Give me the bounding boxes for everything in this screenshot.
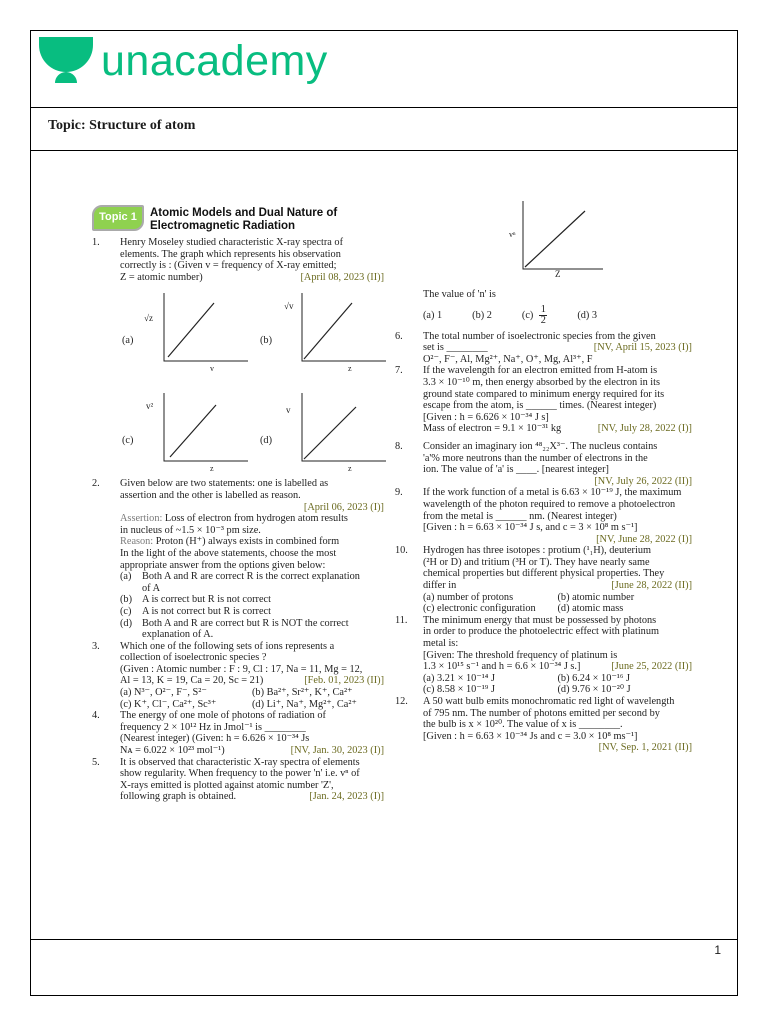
question-reference: [June 28, 2022 (II)] [611, 580, 692, 592]
question-reference: [NV, July 28, 2022 (I)] [597, 423, 692, 435]
question-reference: [NV, July 26, 2022 (II)] [594, 475, 692, 487]
q5-graph: vⁿ Z [395, 197, 692, 289]
topic-badge: Topic 1 [92, 205, 144, 231]
question-2: 2. Given below are two statements: one is labelled as assertion and the other is labelled as reason. [April 06, 2023 (I)] Assertion: Loss of electron from hydrogen atom results in nucleus of ~1.5 × 10⁻³ pm size. Reason: Proton (H⁺) always exists in combined form In the light of the above statements, choose the most appropriate answer from the options given below: (a) Both A and R are correct R is the correct explanation of A (b) A is correct but R is not correct (c) A is not correct but R is correct (d) Both A and R are correct but R is NOT the correct explanation of A. [92, 478, 384, 641]
question-4: 4. The energy of one mole of photons of radiation of frequency 2 × 10¹² Hz in Jmol⁻¹ is ________ (Nearest integer) (Given: h = 6.626 × 10⁻³⁴ Js Nᴀ = 6.022 × 10²³ mol⁻¹) [NV, Jan. 30, 2023 (I)] [92, 710, 384, 757]
graph-option-b: √v z [296, 291, 388, 369]
question-6: 6. The total number of isoelectronic species from the given set is ________ [NV, April 15, 2023 (I)] O²⁻, F⁻, Al, Mg²⁺, Na⁺, O⁺, Mg, Al³⁺, F [395, 330, 692, 365]
graph-option-c: v² z [158, 391, 250, 469]
question-5: 5. It is observed that characteristic X-ray spectra of elements show regularity. When frequency to the power 'n' i.e. vⁿ of X-rays emitted is plotted against atomic number 'Z', following graph is obtained. [Jan. 24, 2023 (I)] [92, 756, 384, 803]
brand-logo [37, 35, 328, 87]
question-sheet [92, 197, 692, 827]
question-reference: [April 08, 2023 (II)] [300, 271, 384, 283]
brand-name: unacademy [101, 37, 328, 85]
question-7: 7. If the wavelength for an electron emitted from H-atom is 3.3 × 10⁻¹⁰ m, then energy absorbed by the electron in its ground state compared to minimum energy required for its escape from the atom, is ______ times. (Nearest integer) [Given : h = 6.626 × 10⁻³⁴ J s] Mass of electron = 9.1 × 10⁻³¹ kg [NV, July 28, 2022 (I)] [395, 365, 692, 435]
question-reference: [June 25, 2022 (II)] [611, 661, 692, 673]
page-number: 1 [714, 943, 721, 957]
question-reference: [Feb. 01, 2023 (II)] [304, 675, 384, 687]
question-3: 3. Which one of the following sets of ions represents a collection of isoelectronic species ? (Given : Atomic number : F : 9, Cl : 17, Na = 11, Mg = 12, Al = 13, K = 19, Ca = 20, Sc = 21) [Feb. 01, 2023 (II)] (a) N³⁻, O²⁻, F⁻, S²⁻ (b) Ba²⁺, Sr²⁺, K⁺, Ca²⁺ (c) K⁺, Cl⁻, Ca²⁺, Sc³⁺ (d) Li⁺, Na⁺, Mg²⁺, Ca²⁺ [92, 640, 384, 710]
question-reference: [NV, Sep. 1, 2021 (II)] [598, 742, 692, 754]
question-reference: [NV, April 15, 2023 (I)] [593, 342, 692, 354]
section-header [92, 197, 384, 237]
graph-option-a: √z v [158, 291, 250, 369]
q1-graph-options [92, 283, 384, 478]
topic-heading: Topic: Structure of atom [48, 118, 196, 133]
question-reference: [NV, June 28, 2022 (I)] [596, 533, 692, 545]
left-column [92, 197, 384, 803]
question-reference: [NV, Jan. 30, 2023 (I)] [290, 745, 384, 757]
header-divider [31, 107, 737, 108]
question-11: 11. The minimum energy that must be possessed by photons in order to produce the photoelectric effect with platinum metal is: [Given: The threshold frequency of platinum is 1.3 × 10¹⁵ s⁻¹ and h = 6.6 × 10⁻³⁴ J s.] [June 25, 2022 (II)] (a) 3.21 × 10⁻¹⁴ J (b) 6.24 × 10⁻¹⁶ J (c) 8.58 × 10⁻¹⁹ J (d) 9.76 × 10⁻²⁰ J [395, 614, 692, 696]
question-reference: [Jan. 24, 2023 (I)] [309, 791, 384, 803]
question-9: 9. If the work function of a metal is 6.63 × 10⁻¹⁹ J, the maximum wavelength of the photon required to remove a photoelectron from the metal is ______ nm. (Nearest integer) [Given : h = 6.63 × 10⁻³⁴ J s, and c = 3 × 10⁸ m s⁻¹] [NV, June 28, 2022 (I)] [395, 487, 692, 545]
graph-option-d: v z [296, 391, 388, 469]
option-label: (d) [260, 435, 273, 447]
section-title: Atomic Models and Dual Nature of Electromagnetic Radiation [150, 207, 338, 232]
question-10: 10. Hydrogen has three isotopes : protium (¹₁H), deuterium (²H or D) and tritium (³H or T). They have nearly same chemical properties but different physical properties. They differ in [June 28, 2022 (II)] (a) number of protons (b) atomic number (c) electronic configuration (d) atomic mass [395, 545, 692, 615]
q5-options: (a) 1 (b) 2 (c) 1 2 (d) 3 [423, 304, 598, 327]
question-reference: [April 06, 2023 (I)] [303, 501, 384, 513]
footer-divider [31, 939, 737, 940]
question-1: 1. Henry Moseley studied characteristic X-ray spectra of elements. The graph which represents his observation correctly is : (Given v = frequency of X-ray emitted; Z = atomic number) [April 08, 2023 (II)] [92, 237, 384, 283]
option-label: (c) [122, 435, 134, 447]
topic-divider [31, 150, 737, 151]
option-label: (b) [260, 335, 273, 347]
right-column: vⁿ Z The value of 'n' is (a) 1 (b) 2 (c) 1 2 (d) 3 6. The total number of isoelectronic species from the given set is ________ [NV, April 15, 2023 (I)] O²⁻, F⁻, Al, Mg²⁺, Na⁺, O⁺, Mg, Al³⁺, F 7. If the wavelength for an electron emitted from H-atom is 3.3 × 10⁻¹⁰ m, then energy absorbed by the electron in its ground state compared to minimum energy required for its escape from the atom, is ______ times. (Nearest integer) [Given : h = 6.626 × 10⁻³⁴ J s] Mass of electron = 9.1 × 10⁻³¹ kg [NV, July 28, 2022 (I)] 8. Consider an imaginary ion ⁴⁸₂₂X³⁻. The nucleus contains 'a'% more neutrons than the number of electrons in the ion. The value of 'a' is ____. [nearest integer] [NV, July 26, 2022 (II)] 9. If the work function of a metal is 6.63 × 10⁻¹⁹ J, the maximum wavelength of the photon required to remove a photoelectron from the metal is ______ nm. (Nearest integer) [Given : h = 6.63 × 10⁻³⁴ J s, and c = 3 × 10⁸ m s⁻¹] [NV, June 28, 2022 (I)] 10. Hydrogen has three isotopes : protium (¹₁H), deuterium (²H or D) and tritium (³H or T). They have nearly same chemical properties but different physical properties. They differ in [June 28, 2022 (II)] (a) number of protons (b) atomic number (c) electronic configuration (d) atomic mass 11. The minimum energy that must be possessed by photons in order to produce the photoelectric effect with platinum metal is: [Given: The threshold frequency of platinum is 1.3 × 10¹⁵ s⁻¹ and h = 6.6 × 10⁻³⁴ J s.] [June 25, 2022 (II)] (a) 3.21 × 10⁻¹⁴ J (b) 6.24 × 10⁻¹⁶ J (c) 8.58 × 10⁻¹⁹ J (d) 9.76 × 10⁻²⁰ J 12. A 50 watt bulb emits monochromatic red light of wavelength of 795 nm. The number of photons emitted per second by the bulb is x × 10²⁰. The value of x is ________. [Given : h = 6.63 × 10⁻³⁴ Js and c = 3.0 × 10⁸ ms⁻¹] [NV, Sep. 1, 2021 (II)] [395, 197, 692, 754]
option-label: (a) [122, 335, 134, 347]
question-12: 12. A 50 watt bulb emits monochromatic red light of wavelength of 795 nm. The number of photons emitted per second by the bulb is x × 10²⁰. The value of x is ________. [Given : h = 6.63 × 10⁻³⁴ Js and c = 3.0 × 10⁸ ms⁻¹] [NV, Sep. 1, 2021 (II)] [395, 696, 692, 754]
question-8: 8. Consider an imaginary ion ⁴⁸₂₂X³⁻. The nucleus contains 'a'% more neutrons than the number of electrons in the ion. The value of 'a' is ____. [nearest integer] [NV, July 26, 2022 (II)] [395, 440, 692, 487]
unacademy-logo-icon [37, 35, 95, 87]
